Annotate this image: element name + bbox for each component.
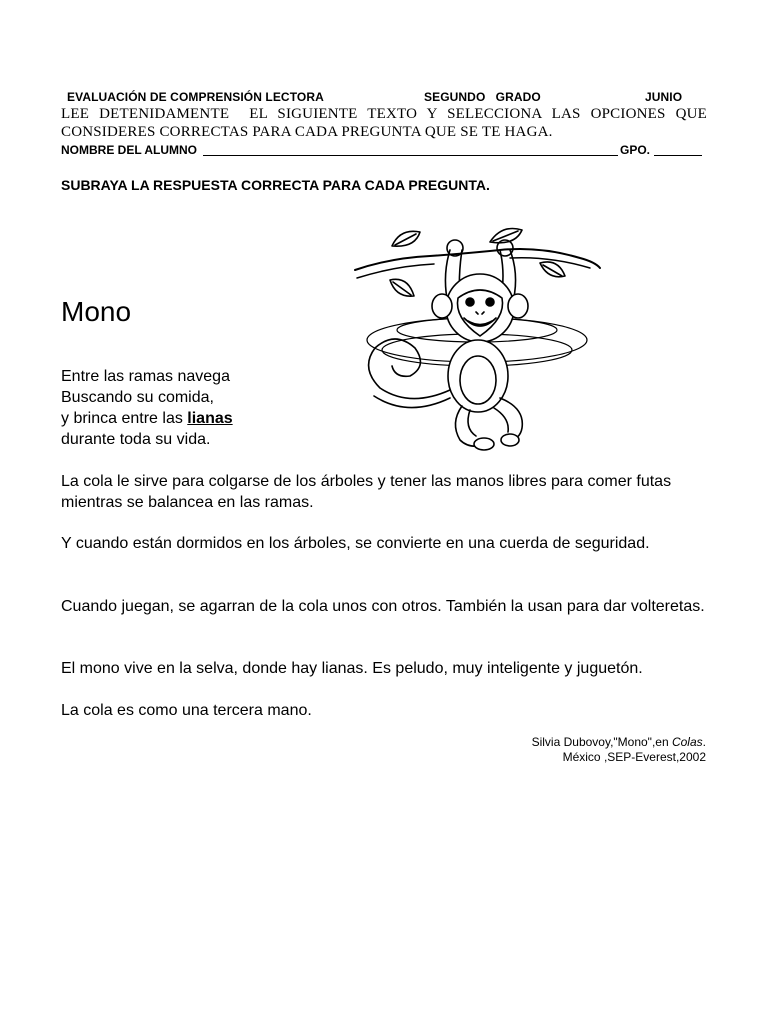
poem-line-1: Entre las ramas navega (61, 368, 230, 385)
group-label: GPO. (620, 143, 651, 157)
citation-period: . (702, 735, 706, 749)
citation-line-1 (532, 735, 706, 749)
story-poem (61, 366, 233, 450)
story-title: Mono (61, 296, 132, 327)
student-name-line (203, 155, 618, 156)
poem-line-3-prefix: y brinca entre las (61, 410, 188, 427)
story-paragraph-3: Cuando juegan, se agarran de la cola unos con otros. También la usan para dar volteretas. (61, 598, 705, 615)
story-paragraph-5: La cola es como una tercera mano. (61, 702, 312, 719)
poem-line-3 (61, 408, 233, 429)
citation-line-2: México ,SEP-Everest,2002 (562, 750, 706, 764)
citation-author: Silvia Dubovoy,"Mono",en (531, 735, 672, 749)
monkey-illustration (350, 218, 605, 456)
header-grade: SEGUNDO GRADO (424, 90, 541, 104)
story-paragraph-4: El mono vive en la selva, donde hay lianas. Es peludo, muy inteligente y juguetón. (61, 660, 643, 677)
header-month: JUNIO (645, 90, 683, 104)
instructions-line-1: LEE DETENIDAMENTE EL SIGUIENTE TEXTO Y SELECCIONA LAS OPCIONES QUE (61, 106, 707, 122)
header-title: EVALUACIÓN DE COMPRENSIÓN LECTORA (67, 90, 324, 104)
instructions-line-2: CONSIDERES CORRECTAS PARA CADA PREGUNTA QUE SE TE HAGA. (61, 124, 553, 140)
story-paragraph-1: La cola le sirve para colgarse de los árboles y tener las manos libres para comer futas mientras se balancea en las ramas. (61, 473, 672, 511)
group-line (654, 155, 702, 156)
poem-line-2: Buscando su comida, (61, 389, 214, 406)
keyword-lianas: lianas (187, 410, 233, 427)
student-name-label: NOMBRE DEL ALUMNO (61, 143, 197, 157)
story-paragraph-2: Y cuando están dormidos en los árboles, se convierte en una cuerda de seguridad. (61, 535, 650, 552)
poem-line-4: durante toda su vida. (61, 431, 211, 448)
task-instruction: SUBRAYA LA RESPUESTA CORRECTA PARA CADA PREGUNTA. (61, 177, 490, 193)
citation-book-title: Colas (671, 735, 703, 749)
